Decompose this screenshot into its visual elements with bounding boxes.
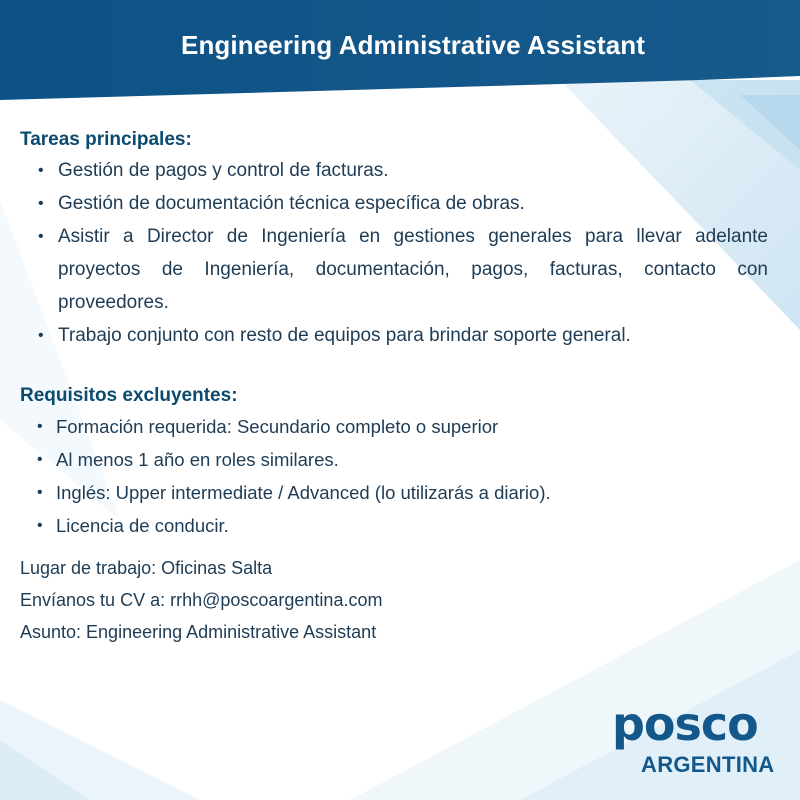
bullet-icon: •	[37, 517, 43, 534]
tasks-heading: Tareas principales:	[20, 129, 192, 150]
contact-info	[20, 552, 768, 648]
list-item: • Trabajo conjunto con resto de equipos para brindar soporte general.	[20, 319, 768, 352]
work-location: Lugar de trabajo: Oficinas Salta	[20, 558, 273, 578]
requirements-heading: Requisitos excluyentes:	[20, 385, 238, 406]
posco-argentina-logo	[612, 700, 787, 790]
bullet-icon: •	[37, 484, 43, 501]
email-subject: Asunto: Engineering Administrative Assistant	[20, 622, 377, 642]
list-item: • Formación requerida: Secundario completo o superior	[20, 410, 768, 443]
list-item: • Al menos 1 año en roles similares.	[20, 443, 768, 476]
requirements-list	[20, 410, 768, 542]
bullet-icon: •	[38, 162, 44, 179]
header-banner	[0, 0, 800, 90]
list-item: • Asistir a Director de Ingeniería en gestiones generales para llevar adelante proyectos de Ingeniería, documentación, pagos, facturas, contacto con proveedores.	[20, 220, 768, 319]
bullet-icon: •	[37, 451, 43, 468]
svg-text:posco: posco	[612, 700, 758, 751]
bullet-icon: •	[38, 195, 44, 212]
list-item: • Gestión de pagos y control de facturas.	[20, 154, 768, 187]
bullet-icon: •	[38, 228, 44, 245]
posco-logo-icon	[612, 700, 770, 752]
list-item: • Licencia de conducir.	[20, 509, 768, 542]
logo-country: ARGENTINA	[641, 752, 775, 777]
spacer	[20, 352, 768, 382]
bullet-icon: •	[37, 418, 43, 435]
tasks-list	[20, 154, 768, 352]
bullet-icon: •	[38, 327, 44, 344]
list-item: • Gestión de documentación técnica específica de obras.	[20, 187, 768, 220]
page-title: Engineering Administrative Assistant	[181, 29, 645, 60]
list-item: • Inglés: Upper intermediate / Advanced (lo utilizarás a diario).	[20, 476, 768, 509]
cv-email: Envíanos tu CV a: rrhh@poscoargentina.com	[20, 590, 383, 610]
job-description	[20, 126, 768, 648]
